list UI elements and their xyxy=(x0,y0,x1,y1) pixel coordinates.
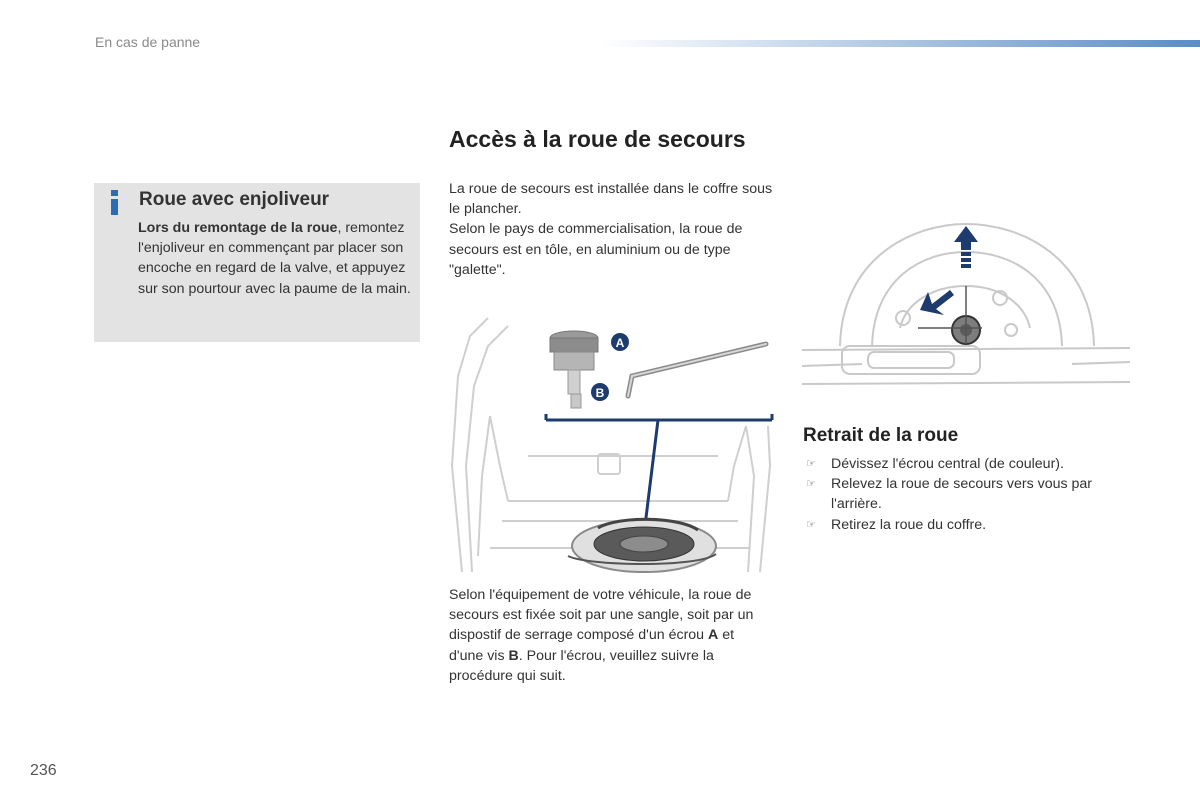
list-item xyxy=(803,454,1123,474)
unscrew-arrow-icon xyxy=(920,290,954,315)
info-box-text xyxy=(138,218,414,299)
list-item xyxy=(803,515,1123,535)
spare-wheel-closeup-illustration xyxy=(802,218,1130,390)
intro-paragraph-1: La roue de secours est installée dans le coffre sous le plancher. xyxy=(449,181,773,218)
fixing-text-nut-ref: A xyxy=(708,627,719,644)
intro-paragraph-2: Selon le pays de commercialisation, la roue de secours est en tôle, en aluminium ou de type "galette". xyxy=(449,221,743,278)
fixing-text-part-1: Selon l'équipement de votre véhicule, la roue de secours est fixée soit par une sangle, soit par un dispostif de serrage composé d'un écrou xyxy=(449,587,754,644)
pointing-hand-icon: ☞ xyxy=(806,478,816,491)
label-b: B xyxy=(595,386,605,400)
page-number: 236 xyxy=(30,762,57,779)
pointing-hand-icon: ☞ xyxy=(806,458,816,470)
info-box-title: Roue avec enjoliveur xyxy=(139,189,330,210)
page-title: Accès à la roue de secours xyxy=(449,126,746,152)
label-a: A xyxy=(615,336,625,350)
lift-up-arrow-icon xyxy=(954,226,978,268)
fixing-text-part-2: et d'une vis xyxy=(449,627,735,664)
step-text: Relevez la roue de secours vers vous par l'arrière. xyxy=(831,476,1093,513)
header-accent-bar xyxy=(600,40,1200,47)
pointing-hand-icon: ☞ xyxy=(806,518,816,531)
step-text: Retirez la roue du coffre. xyxy=(831,516,987,533)
step-text: Dévissez l'écrou central (de couleur). xyxy=(831,456,1064,472)
info-box-body: , remontez l'enjoliveur en commençant par placer son encoche en regard de la valve, et appuyez sur son pourtour avec la paume de la main. xyxy=(138,220,411,297)
removal-steps-list xyxy=(803,454,1123,535)
info-icon xyxy=(110,190,119,215)
list-item xyxy=(803,474,1123,514)
info-box-bold-lead: Lors du remontage de la roue xyxy=(138,220,338,236)
trunk-spare-wheel-illustration xyxy=(448,316,774,574)
fixing-text xyxy=(449,585,769,686)
section-subtitle: Retrait de la roue xyxy=(803,425,959,446)
intro-text xyxy=(449,179,779,280)
section-title: En cas de panne xyxy=(95,34,201,50)
info-box xyxy=(94,183,420,342)
fixing-text-part-3: . Pour l'écrou, veuillez suivre la procédure qui suit. xyxy=(449,647,714,684)
screw-b-icon xyxy=(571,394,581,408)
fixing-text-screw-ref: B xyxy=(508,647,519,664)
